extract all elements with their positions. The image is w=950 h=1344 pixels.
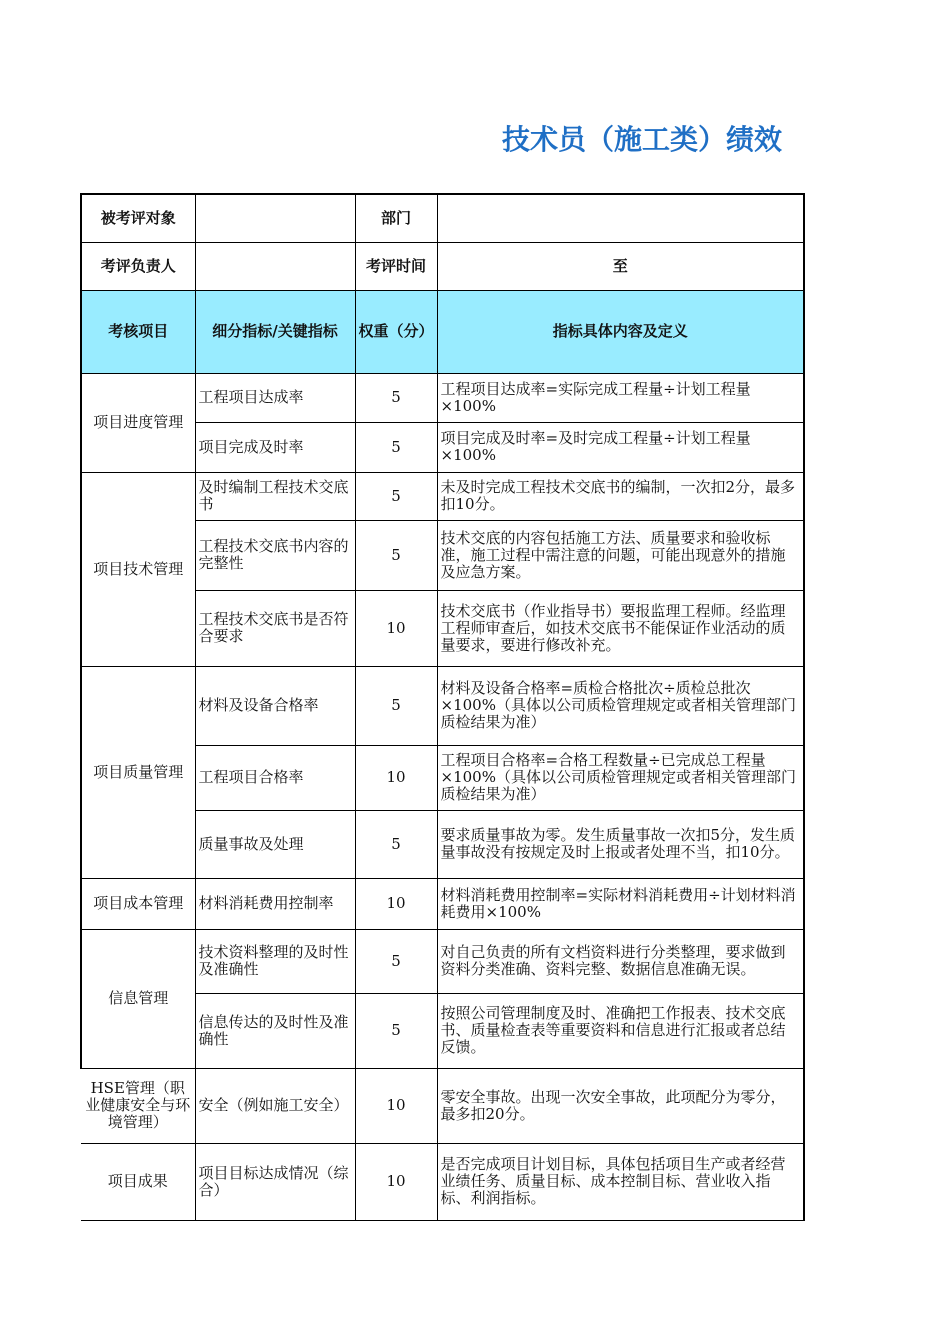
dept-value[interactable]: [437, 194, 804, 242]
definition-cell: 材料及设备合格率=质检合格批次÷质检总批次×100%（具体以公司质检管理规定或者相关管理部门质检结果为准）: [437, 666, 804, 745]
weight-cell: 5: [355, 993, 437, 1068]
info-row-2: [81, 242, 804, 290]
page-title: 技术员（施工类）绩效: [502, 123, 783, 156]
definition-cell: 技术交底的内容包括施工方法、质量要求和验收标准，施工过程中需注意的问题，可能出现意外的措施及应急方案。: [437, 520, 804, 590]
group-name: HSE管理（职业健康安全与环境管理）: [81, 1068, 195, 1143]
group-name: 项目进度管理: [81, 373, 195, 472]
weight-cell: 5: [355, 810, 437, 878]
table-row: [81, 472, 804, 520]
indicator-cell: 工程技术交底书内容的完整性: [195, 520, 355, 590]
weight-cell: 5: [355, 373, 437, 422]
indicator-cell: 项目完成及时率: [195, 422, 355, 472]
group-name: 项目技术管理: [81, 472, 195, 666]
weight-cell: 10: [355, 1143, 437, 1220]
definition-cell: 材料消耗费用控制率=实际材料消耗费用÷计划材料消耗费用×100%: [437, 878, 804, 929]
indicator-cell: 质量事故及处理: [195, 810, 355, 878]
definition-cell: 项目完成及时率=及时完成工程量÷计划工程量×100%: [437, 422, 804, 472]
definition-cell: 技术交底书（作业指导书）要报监理工程师。经监理工程师审查后，如技术交底书不能保证作业活动的质量要求，要进行修改补充。: [437, 590, 804, 666]
indicator-cell: 工程技术交底书是否符合要求: [195, 590, 355, 666]
target-label: 被考评对象: [81, 194, 195, 242]
indicator-cell: 材料消耗费用控制率: [195, 878, 355, 929]
group-name: 项目成本管理: [81, 878, 195, 929]
time-label: 考评时间: [355, 242, 437, 290]
weight-cell: 10: [355, 590, 437, 666]
col-header-definition: 指标具体内容及定义: [437, 290, 804, 373]
weight-cell: 5: [355, 929, 437, 993]
table-row: [81, 1143, 804, 1220]
indicator-cell: 工程项目合格率: [195, 745, 355, 810]
weight-cell: 10: [355, 1068, 437, 1143]
weight-cell: 5: [355, 422, 437, 472]
group-name: 项目质量管理: [81, 666, 195, 878]
table-row: [81, 1068, 804, 1143]
definition-cell: 工程项目达成率=实际完成工程量÷计划工程量×100%: [437, 373, 804, 422]
group-name: 信息管理: [81, 929, 195, 1068]
column-header-row: [81, 290, 804, 373]
owner-value[interactable]: [195, 242, 355, 290]
definition-cell: 工程项目合格率=合格工程数量÷已完成总工程量×100%（具体以公司质检管理规定或者相关管理部门质检结果为准）: [437, 745, 804, 810]
info-row-1: [81, 194, 804, 242]
col-header-indicator: 细分指标/关键指标: [195, 290, 355, 373]
table-row: [81, 666, 804, 745]
indicator-cell: 工程项目达成率: [195, 373, 355, 422]
indicator-cell: 信息传达的及时性及准确性: [195, 993, 355, 1068]
indicator-cell: 材料及设备合格率: [195, 666, 355, 745]
definition-cell: 按照公司管理制度及时、准确把工作报表、技术交底书、质量检查表等重要资料和信息进行汇报或者总结反馈。: [437, 993, 804, 1068]
col-header-weight: 权重（分）: [355, 290, 437, 373]
indicator-cell: 安全（例如施工安全）: [195, 1068, 355, 1143]
owner-label: 考评负责人: [81, 242, 195, 290]
table-row: [81, 878, 804, 929]
evaluation-table: [80, 193, 805, 1221]
weight-cell: 5: [355, 520, 437, 590]
time-value[interactable]: 至: [437, 242, 804, 290]
col-header-item: 考核项目: [81, 290, 195, 373]
table-row: [81, 929, 804, 993]
definition-cell: 是否完成项目计划目标，具体包括项目生产或者经营业绩任务、质量目标、成本控制目标、营业收入指标、利润指标。: [437, 1143, 804, 1220]
definition-cell: 未及时完成工程技术交底书的编制，一次扣2分，最多扣10分。: [437, 472, 804, 520]
weight-cell: 5: [355, 666, 437, 745]
definition-cell: 要求质量事故为零。发生质量事故一次扣5分，发生质量事故没有按规定及时上报或者处理不当，扣10分。: [437, 810, 804, 878]
indicator-cell: 及时编制工程技术交底书: [195, 472, 355, 520]
definition-cell: 对自己负责的所有文档资料进行分类整理，要求做到资料分类准确、资料完整、数据信息准确无误。: [437, 929, 804, 993]
weight-cell: 5: [355, 472, 437, 520]
dept-label: 部门: [355, 194, 437, 242]
weight-cell: 10: [355, 745, 437, 810]
target-value[interactable]: [195, 194, 355, 242]
group-name: 项目成果: [81, 1143, 195, 1220]
indicator-cell: 技术资料整理的及时性及准确性: [195, 929, 355, 993]
indicator-cell: 项目目标达成情况（综合）: [195, 1143, 355, 1220]
table-row: [81, 373, 804, 422]
definition-cell: 零安全事故。出现一次安全事故，此项配分为零分，最多扣20分。: [437, 1068, 804, 1143]
weight-cell: 10: [355, 878, 437, 929]
